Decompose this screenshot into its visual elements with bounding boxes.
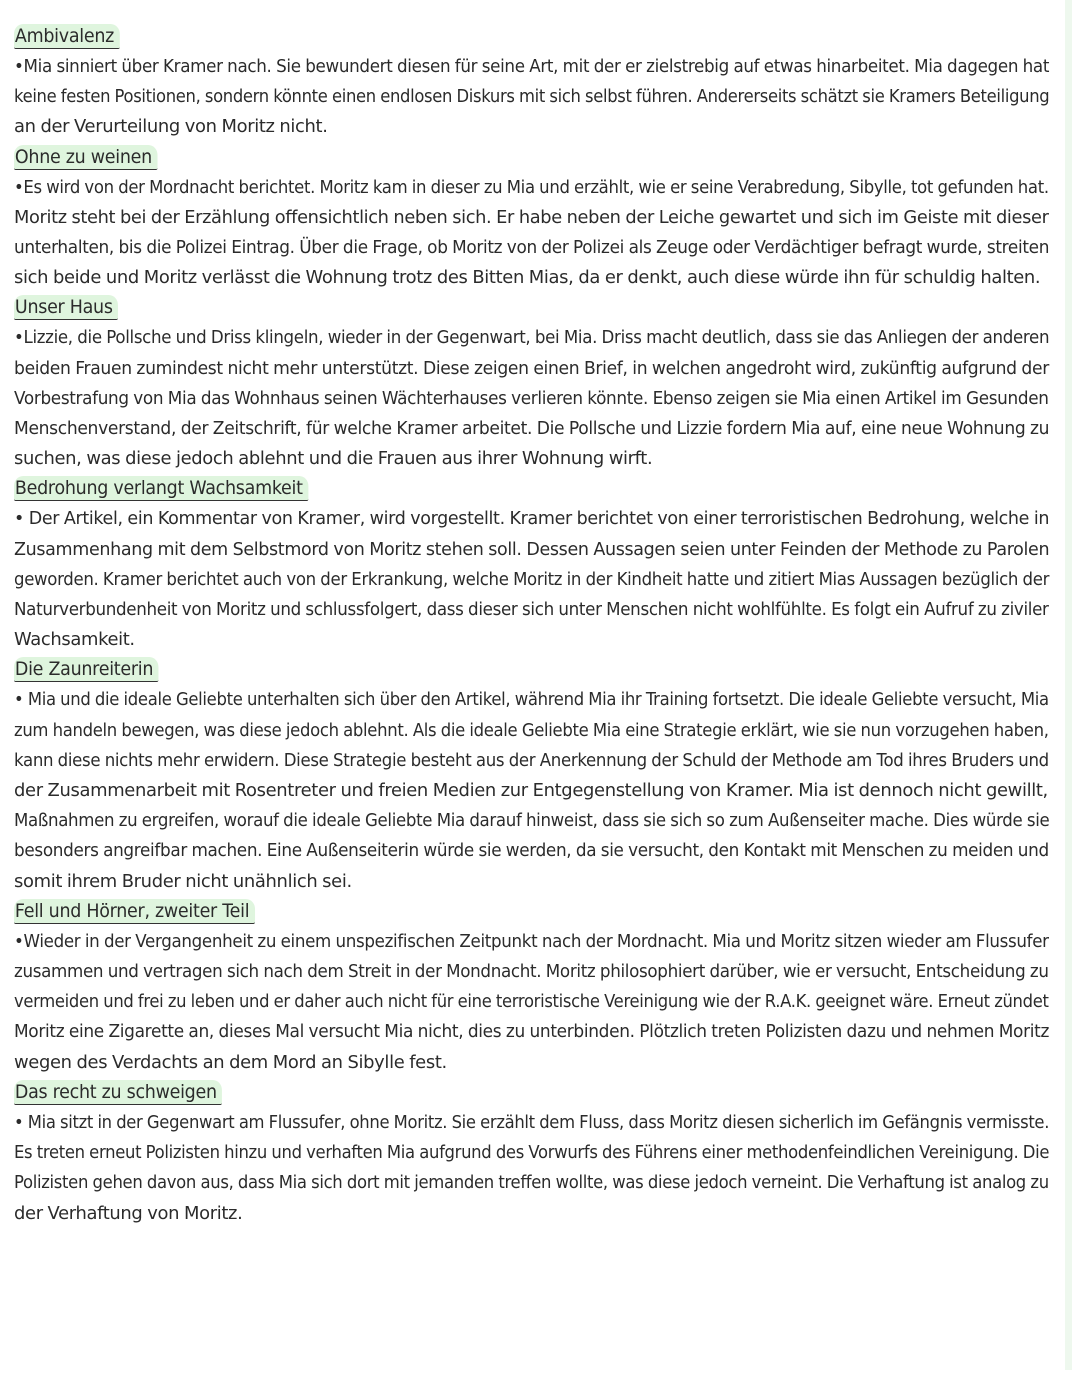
body-line: suchen, was diese jedoch ablehnt und die Frauen aus ihrer Wohnung wirft. [14, 448, 653, 470]
section-body [14, 52, 1054, 143]
body-line: der Verhaftung von Moritz. [14, 1202, 243, 1224]
note-section [14, 655, 1054, 896]
section-body [14, 323, 1054, 474]
body-line: vermeiden und frei zu leben und er daher auch nicht für eine terroristische Vereinigung wie der R.A.K. geeignet wäre. Erneut zündet [14, 991, 1049, 1013]
section-heading-row [14, 293, 1054, 323]
body-line: zum handeln bewegen, was diese jedoch ablehnt. Als die ideale Geliebte Mia eine Strategie erklärt, wie sie nun vorzugehen haben, [14, 719, 1049, 741]
body-line: Naturverbundenheit von Moritz und schlussfolgert, dass dieser sich unter Menschen nicht wohlfühlte. Es folgt ein Aufruf zu ziviler [14, 599, 1049, 621]
body-line: Wachsamkeit. [14, 629, 135, 651]
section-heading-row [14, 143, 1054, 173]
body-line: somit ihrem Bruder nicht unähnlich sei. [14, 870, 352, 892]
section-heading: Ohne zu weinen [14, 145, 157, 170]
section-heading: Bedrohung verlangt Wachsamkeit [14, 476, 308, 501]
body-line: • Mia und die ideale Geliebte unterhalten sich über den Artikel, während Mia ihr Training fortsetzt. Die ideale Geliebte versucht, Mia [14, 689, 1049, 711]
body-line: •Es wird von der Mordnacht berichtet. Moritz kam in dieser zu Mia und erzählt, wie er seine Verabredung, Sibylle, tot gefunden hat. [14, 176, 1049, 198]
body-line: • Der Artikel, ein Kommentar von Kramer, wird vorgestellt. Kramer berichtet von einer terroristischen Bedrohung, welche in [14, 508, 1050, 530]
body-line: Es treten erneut Polizisten hinzu und verhaften Mia aufgrund des Vorwurfs des Führens einer methodenfeindlichen Vereinigung. Die [14, 1142, 1050, 1164]
body-line: • Mia sitzt in der Gegenwart am Flussufer, ohne Moritz. Sie erzählt dem Fluss, dass Moritz diesen sicherlich im Gefängnis vermisste. [14, 1111, 1050, 1133]
section-body [14, 927, 1054, 1078]
body-line: keine festen Positionen, sondern könnte einen endlosen Diskurs mit sich selbst führen. Andererseits schätzt sie Kramers Beteiligung [14, 86, 1050, 108]
body-line: Moritz steht bei der Erzählung offensichtlich neben sich. Er habe neben der Leiche gewartet und sich im Geiste mit dieser [14, 206, 1049, 228]
section-body [14, 173, 1054, 294]
body-line: Menschenverstand, der Zeitschrift, für welche Kramer arbeitet. Die Pollsche und Lizzie fordern Mia auf, eine neue Wohnung zu [14, 418, 1050, 440]
note-section [14, 22, 1054, 143]
body-line: zusammen und vertragen sich nach dem Streit in der Mondnacht. Moritz philosophiert darüber, wie er versucht, Entscheidung zu [14, 961, 1049, 983]
note-section [14, 474, 1054, 655]
body-line: Moritz eine Zigarette an, dieses Mal versucht Mia nicht, dies zu unterbinden. Plötzlich treten Polizisten dazu und nehmen Moritz [14, 1021, 1050, 1043]
body-line: kann diese nichts mehr erwidern. Diese Strategie besteht aus der Anerkennung der Schuld der Methode am Tod ihres Bruders und [14, 749, 1049, 771]
body-line: Maßnahmen zu ergreifen, worauf die ideale Geliebte Mia darauf hinweist, dass sie sich so zum Außenseiter mache. Dies würde sie [14, 810, 1050, 832]
section-body [14, 504, 1054, 655]
body-line: •Wieder in der Vergangenheit zu einem unspezifischen Zeitpunkt nach der Mordnacht. Mia und Moritz sitzen wieder am Flussufer [14, 930, 1049, 952]
section-body [14, 685, 1054, 896]
section-heading: Fell und Hörner, zweiter Teil [14, 899, 255, 924]
body-line: beiden Frauen zumindest nicht mehr unterstützt. Diese zeigen einen Brief, in welchen angedroht wird, zukünftig aufgrund der [14, 357, 1049, 379]
notes-page [14, 22, 1054, 1229]
body-line: unterhalten, bis die Polizei Eintrag. Über die Frage, ob Moritz von der Polizei als Zeuge oder Verdächtiger befragt wurde, streiten [14, 237, 1050, 259]
note-section [14, 897, 1054, 1078]
note-section [14, 143, 1054, 294]
body-line: •Lizzie, die Pollsche und Driss klingeln, wieder in der Gegenwart, bei Mia. Driss macht deutlich, dass sie das Anliegen der anderen [14, 327, 1050, 349]
body-line: geworden. Kramer berichtet auch von der Erkrankung, welche Moritz in der Kindheit hatte und zitiert Mias Aussagen bezüglich der [14, 568, 1050, 590]
page-edge-strip [1065, 0, 1072, 1370]
section-heading-row [14, 474, 1054, 504]
body-line: Vorbestrafung von Mia das Wohnhaus seinen Wächterhauses verlieren könnte. Ebenso zeigen sie Mia einen Artikel im Gesunden [14, 387, 1049, 409]
body-line: der Zusammenarbeit mit Rosentreter und freien Medien zur Entgegenstellung von Kramer. Mia ist dennoch nicht gewillt, [14, 780, 1048, 802]
body-line: sich beide und Moritz verlässt die Wohnung trotz des Bitten Mias, da er denkt, auch diese würde ihn für schuldig halten. [14, 267, 1041, 289]
note-section [14, 293, 1054, 474]
section-heading: Ambivalenz [14, 24, 120, 49]
body-line: wegen des Verdachts an dem Mord an Sibylle fest. [14, 1051, 447, 1073]
body-line: an der Verurteilung von Moritz nicht. [14, 116, 328, 138]
section-heading-row [14, 22, 1054, 52]
note-section [14, 1078, 1054, 1229]
body-line: •Mia sinniert über Kramer nach. Sie bewundert diesen für seine Art, mit der er zielstrebig auf etwas hinarbeitet. Mia dagegen hat [14, 56, 1050, 77]
body-line: Zusammenhang mit dem Selbstmord von Moritz stehen soll. Dessen Aussagen seien unter Feinden der Methode zu Parolen [14, 538, 1050, 560]
section-heading-row [14, 1078, 1054, 1108]
body-line: Polizisten gehen davon aus, dass Mia sich dort mit jemanden treffen wollte, was diese jedoch verneint. Die Verhaftung ist analog zu [14, 1172, 1049, 1194]
body-line: besonders angreifbar machen. Eine Außenseiterin würde sie werden, da sie versucht, den Kontakt mit Menschen zu meiden und [14, 840, 1049, 862]
section-heading: Das recht zu schweigen [14, 1080, 222, 1105]
section-body [14, 1108, 1054, 1229]
section-heading-row [14, 655, 1054, 685]
section-heading: Unser Haus [14, 295, 118, 320]
section-heading: Die Zaunreiterin [14, 657, 159, 682]
section-heading-row [14, 897, 1054, 927]
